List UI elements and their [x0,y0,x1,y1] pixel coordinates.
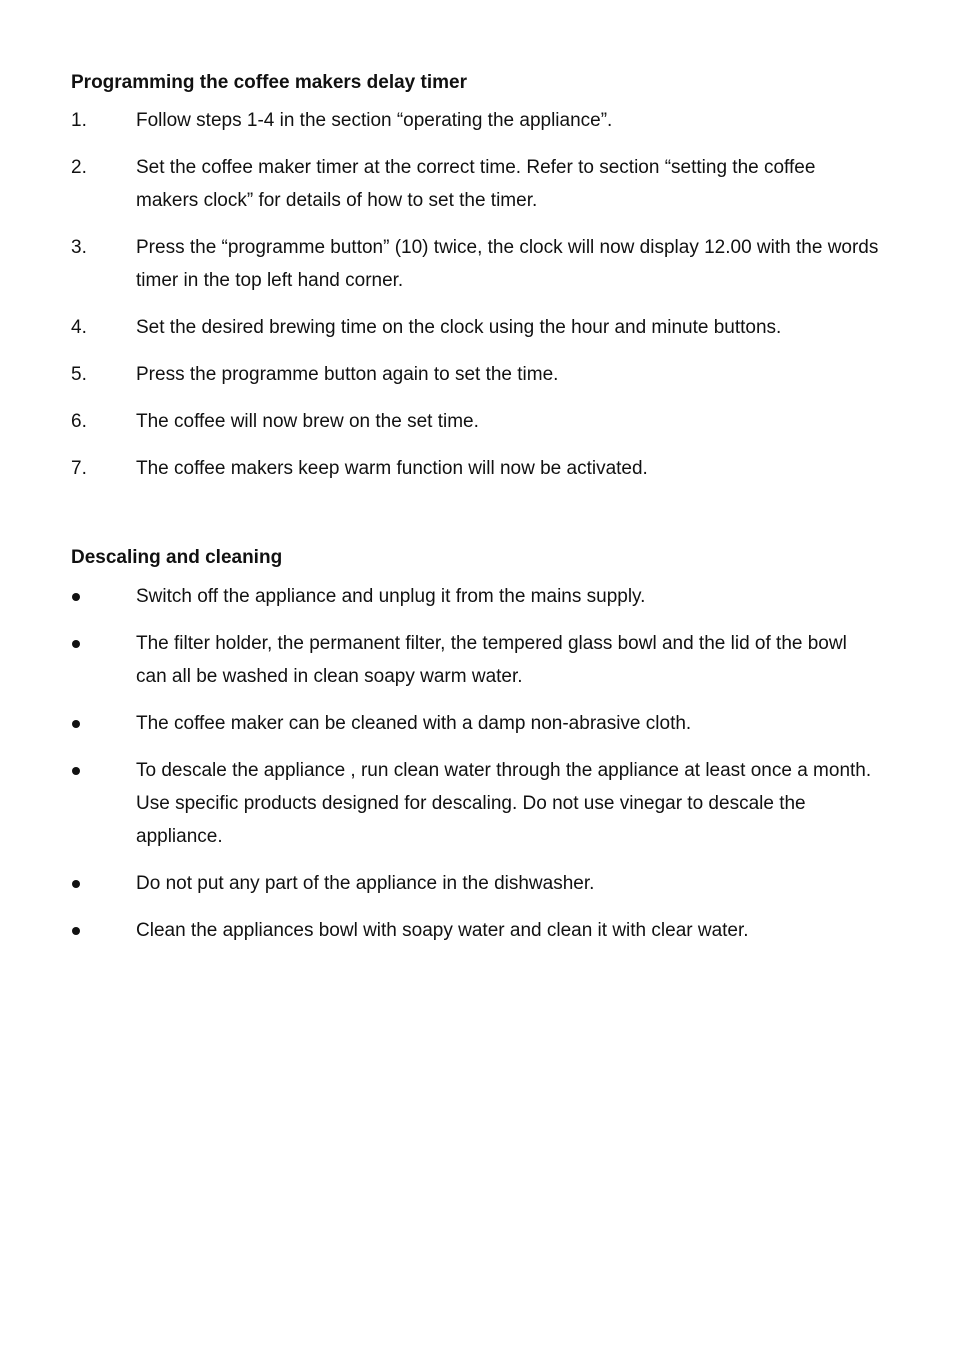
list-item-text: The coffee makers keep warm function will now be activated. [136,458,648,479]
list-number: 6. [71,411,87,432]
section-heading-programming: Programming the coffee makers delay timer [71,72,467,93]
list-number: 5. [71,364,87,385]
list-number: 7. [71,458,87,479]
bullet-icon [71,754,136,853]
list-item [71,754,881,853]
list-number: 4. [71,317,87,338]
list-item-text: Do not put any part of the appliance in the dishwasher. [136,873,595,894]
section-heading-descaling: Descaling and cleaning [71,547,283,568]
list-number: 2. [71,157,87,178]
list-number: 3. [71,237,87,258]
numbered-list-programming [71,104,881,485]
list-number: 1. [71,110,87,131]
list-item [71,580,881,613]
list-item-text: The coffee will now brew on the set time. [136,411,479,432]
list-item-text: Set the desired brewing time on the clock using the hour and minute buttons. [136,317,782,338]
bullet-icon [71,580,136,613]
bullet-icon [71,627,136,693]
list-item-text: Press the programme button again to set the time. [136,364,559,385]
bullet-list-descaling [71,580,881,947]
list-item-text: Set the coffee maker timer at the correct time. Refer to section “setting the coffee makers clock” for details of how to set the timer. [136,157,816,211]
list-item-text: Switch off the appliance and unplug it from the mains supply. [136,586,646,607]
list-item [71,358,881,391]
list-item-text: Follow steps 1-4 in the section “operating the appliance”. [136,110,613,131]
list-item-text: The filter holder, the permanent filter, the tempered glass bowl and the lid of the bowl can all be washed in clean soapy warm water. [136,633,847,687]
list-item-text: The coffee maker can be cleaned with a damp non-abrasive cloth. [136,713,692,734]
bullet-icon [71,867,136,900]
list-item [71,867,881,900]
list-item [71,231,881,297]
list-item [71,707,881,740]
list-item [71,914,881,947]
list-item [71,405,881,438]
bullet-icon [71,707,136,740]
list-item [71,452,881,485]
list-item [71,151,881,217]
list-item-text: To descale the appliance , run clean water through the appliance at least once a month. Use specific products designed for descaling. Do not use vinegar to descale the appliance. [136,760,872,847]
list-item-text: Press the “programme button” (10) twice, the clock will now display 12.00 with the words timer in the top left hand corner. [136,237,879,291]
list-item [71,311,881,344]
bullet-icon [71,914,136,947]
list-item-text: Clean the appliances bowl with soapy water and clean it with clear water. [136,920,749,941]
list-item [71,627,881,693]
list-item [71,104,881,137]
document-page [71,70,881,961]
